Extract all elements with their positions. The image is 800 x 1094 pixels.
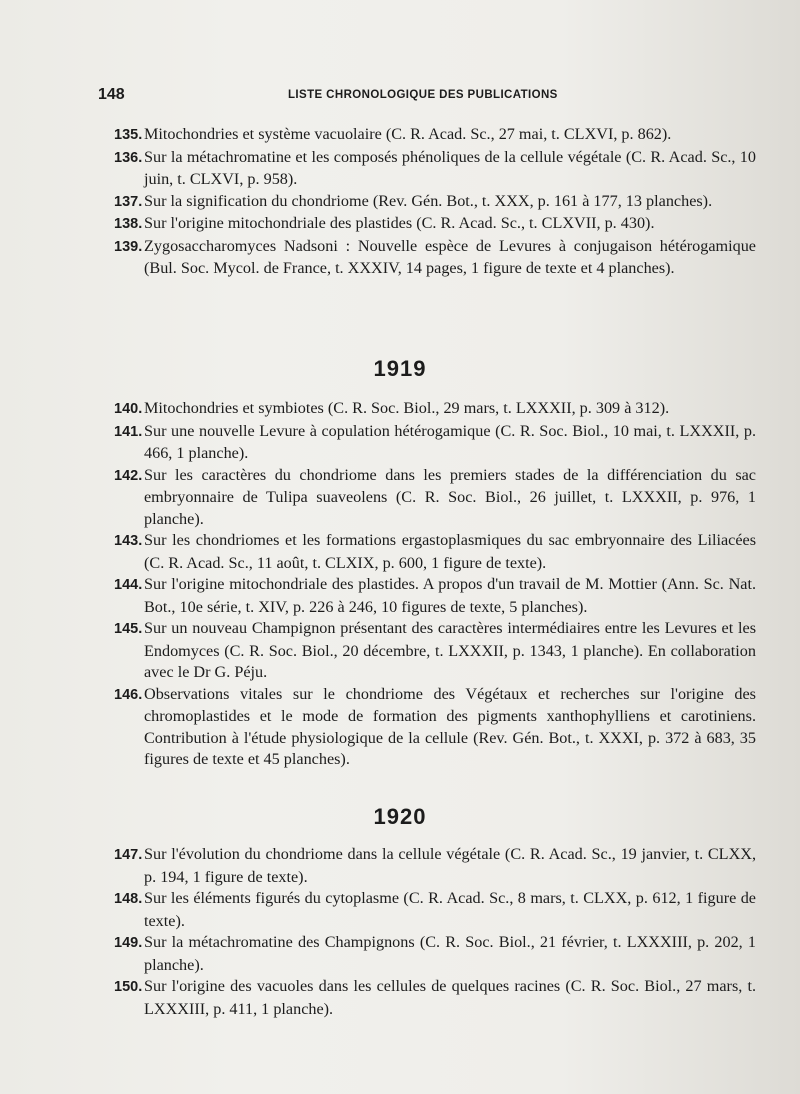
entry-number: 142. — [114, 467, 143, 484]
entry-text: Mitochondries et symbiotes (C. R. Soc. Biol., 29 mars, t. LXXXII, p. 309 à 312). — [144, 399, 670, 417]
publication-list-1920 — [100, 844, 756, 1020]
entry-text: Mitochondries et système vacuolaire (C. R. Acad. Sc., 27 mai, t. CLXVI, p. 862). — [144, 125, 672, 143]
publication-entry — [100, 147, 756, 191]
entry-number: 136. — [114, 149, 143, 166]
entry-text: Sur l'origine mitochondriale des plastides. A propos d'un travail de M. Mottier (Ann. Sc. Nat. Bot., 10e série, t. XIV, p. 226 à 246, 10 figures de texte, 5 planches). — [144, 575, 756, 616]
entry-number: 145. — [114, 621, 143, 637]
publication-entry — [100, 124, 756, 147]
entry-text: Observations vitales sur le chondriome des Végétaux et recherches sur l'origine des chromoplastides et le mode de formation des pigments xanthophylliens et carotiniens. Contribution à l'étude physiologique de la cellule (Rev. Gén. Bot., t. XXXI, p. 372 à 683, 35 figures de texte et 45 planches). — [144, 684, 756, 768]
entry-number: 139. — [114, 238, 143, 255]
publication-entry — [100, 236, 756, 280]
entry-text: Sur la métachromatine des Champignons (C. R. Soc. Biol., 21 février, t. LXXXIII, p. 202, 1 planche). — [144, 933, 756, 974]
entry-text: Sur l'origine des vacuoles dans les cellules de quelques racines (C. R. Soc. Biol., 27 mars, t. LXXXIII, p. 411, 1 planche). — [144, 977, 756, 1018]
year-heading-1919: 1919 — [373, 356, 427, 381]
entry-number: 147. — [114, 847, 143, 863]
entry-number: 143. — [114, 533, 143, 549]
entry-text: Sur l'origine mitochondriale des plastides (C. R. Acad. Sc., t. CLXVII, p. 430). — [144, 214, 655, 232]
publication-entry — [100, 844, 756, 888]
publication-entry — [100, 421, 756, 465]
entry-number: 137. — [114, 193, 143, 210]
publication-entry — [100, 888, 756, 932]
entry-text: Sur l'évolution du chondriome dans la cellule végétale (C. R. Acad. Sc., 19 janvier, t. CLXX, p. 194, 1 figure de texte). — [144, 845, 756, 886]
publication-entry — [100, 618, 756, 684]
entry-text: Sur une nouvelle Levure à copulation hétérogamique (C. R. Soc. Biol., 10 mai, t. LXXXII, p. 466, 1 planche). — [144, 421, 756, 462]
entry-text: Sur la signification du chondriome (Rev. Gén. Bot., t. XXX, p. 161 à 177, 13 planches). — [144, 191, 713, 210]
entry-text: Sur un nouveau Champignon présentant des caractères intermédiaires entre les Levures et les Endomyces (C. R. Soc. Biol., 20 décembre, t. LXXXII, p. 1343, 1 planche). En collaboration avec le Dr G. Péju. — [144, 619, 756, 681]
entry-number: 135. — [114, 127, 143, 143]
entry-number: 140. — [114, 401, 143, 417]
publication-entry — [100, 213, 756, 236]
page-header — [98, 86, 758, 110]
publication-entry — [100, 574, 756, 618]
publication-entry — [100, 684, 756, 771]
entry-number: 149. — [114, 935, 143, 951]
publication-list-1919 — [100, 398, 756, 771]
year-heading-1920: 1920 — [373, 804, 427, 829]
publication-entry — [100, 191, 756, 214]
publication-entry — [100, 932, 756, 976]
entry-text: Sur les caractères du chondriome dans les premiers stades de la différenciation du sac embryonnaire de Tulipa suaveolens (C. R. Soc. Biol., 26 juillet, t. LXXXII, p. 976, 1 planche). — [144, 465, 756, 528]
entry-number: 148. — [114, 891, 143, 907]
publication-list-1918 — [100, 124, 756, 280]
entry-number: 150. — [114, 979, 143, 995]
entry-number: 146. — [114, 686, 143, 703]
publication-entry — [100, 398, 756, 421]
entry-text: Sur la métachromatine et les composés phénoliques de la cellule végétale (C. R. Acad. Sc., 10 juin, t. CLXVI, p. 958). — [144, 147, 756, 188]
entry-number: 138. — [114, 216, 143, 232]
entry-text: Sur les éléments figurés du cytoplasme (C. R. Acad. Sc., 8 mars, t. CLXX, p. 612, 1 figure de texte). — [144, 889, 756, 930]
publication-entry — [100, 465, 756, 531]
publication-entry — [100, 530, 756, 574]
running-title: LISTE CHRONOLOGIQUE DES PUBLICATIONS — [288, 89, 558, 101]
entry-number: 141. — [114, 423, 143, 440]
page-number: 148 — [98, 86, 125, 103]
entry-number: 144. — [114, 577, 143, 593]
publication-entry — [100, 976, 756, 1020]
entry-text: Sur les chondriomes et les formations ergastoplasmiques du sac embryonnaire des Liliacées (C. R. Acad. Sc., 11 août, t. CLXIX, p. 600, 1 figure de texte). — [144, 531, 756, 572]
entry-text: Zygosaccharomyces Nadsoni : Nouvelle espèce de Levures à conjugaison hétérogamique (Bul. Soc. Mycol. de France, t. XXXIV, 14 pages, 1 figure de texte et 4 planches). — [144, 236, 756, 277]
